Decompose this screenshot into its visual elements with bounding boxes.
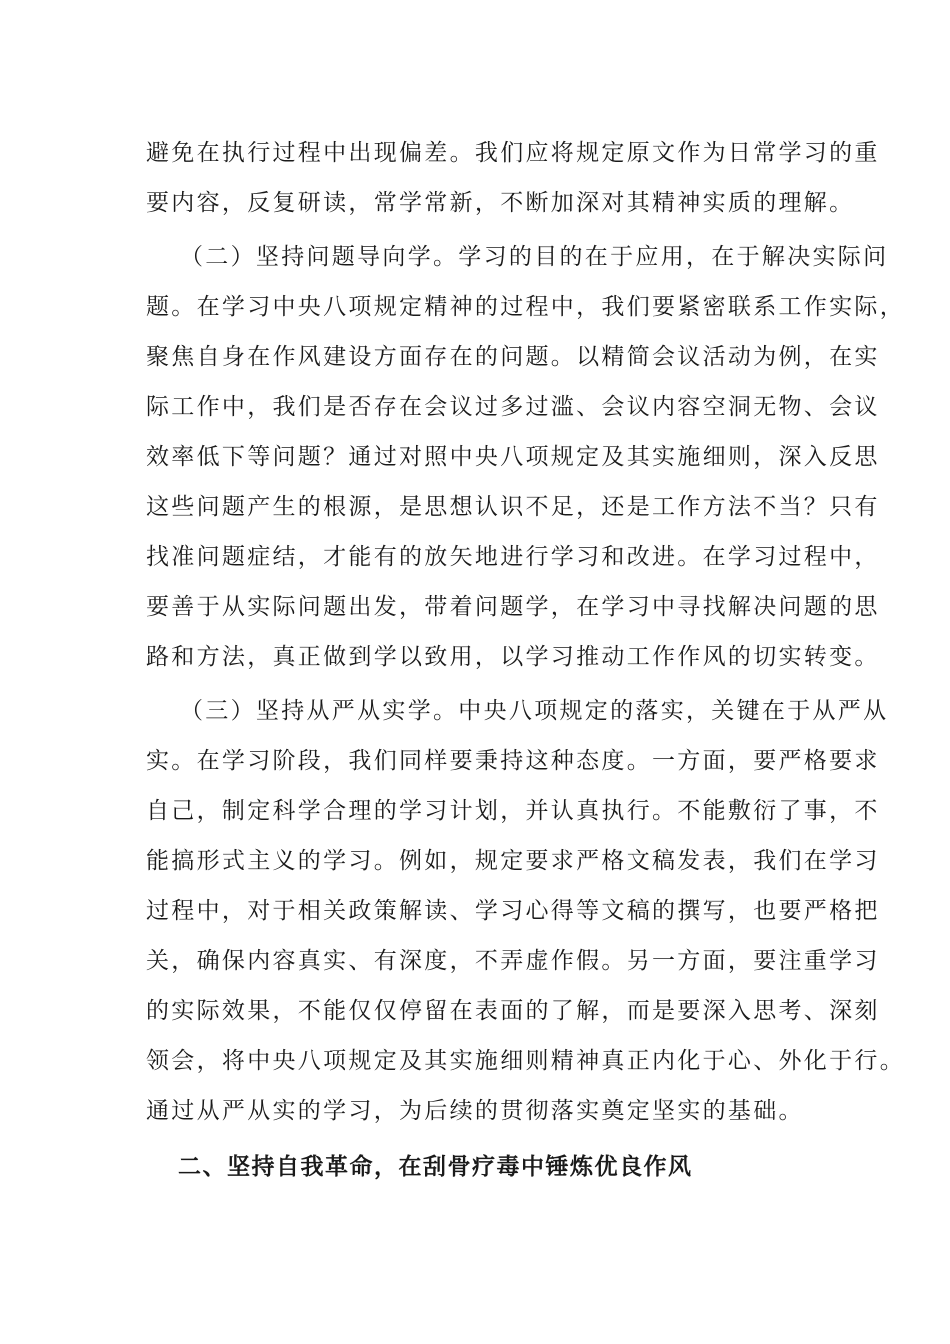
paragraph-line: 通过从严从实的学习，为后续的贯彻落实奠定坚实的基础。 (146, 1098, 804, 1124)
paragraph-line: 际工作中，我们是否存在会议过多过滥、会议内容空洞无物、会议 (146, 394, 880, 420)
paragraph-line: 能搞形式主义的学习。例如，规定要求严格文稿发表，我们在学习 (146, 848, 880, 874)
paragraph-line: 找准问题症结，才能有的放矢地进行学习和改进。在学习过程中， (146, 544, 880, 570)
paragraph-line: 效率低下等问题？通过对照中央八项规定及其实施细则，深入反思 (146, 444, 880, 470)
paragraph-line: 要内容，反复研读，常学常新，不断加深对其精神实质的理解。 (146, 190, 855, 216)
section-heading: 二、坚持自我革命，在刮骨疗毒中锤炼优良作风 (178, 1154, 693, 1180)
paragraph-line: 题。在学习中央八项规定精神的过程中，我们要紧密联系工作实际， (146, 294, 905, 320)
paragraph-line: 这些问题产生的根源，是思想认识不足，还是工作方法不当？只有 (146, 494, 880, 520)
paragraph-line: 路和方法，真正做到学以致用，以学习推动工作作风的切实转变。 (146, 644, 880, 670)
paragraph-line: 的实际效果，不能仅仅停留在表面的了解，而是要深入思考、深刻 (146, 998, 880, 1024)
paragraph-line: （二）坚持问题导向学。学习的目的在于应用，在于解决实际问 (180, 244, 889, 270)
paragraph-line: 关，确保内容真实、有深度，不弄虚作假。另一方面，要注重学习 (146, 948, 880, 974)
paragraph-line: 聚焦自身在作风建设方面存在的问题。以精简会议活动为例，在实 (146, 344, 880, 370)
paragraph-line: 避免在执行过程中出现偏差。我们应将规定原文作为日常学习的重 (146, 140, 880, 166)
paragraph-line: 自己，制定科学合理的学习计划，并认真执行。不能敷衍了事，不 (146, 798, 880, 824)
paragraph-line: 要善于从实际问题出发，带着问题学，在学习中寻找解决问题的思 (146, 594, 880, 620)
paragraph-line: 实。在学习阶段，我们同样要秉持这种态度。一方面，要严格要求 (146, 748, 880, 774)
paragraph-line: 过程中，对于相关政策解读、学习心得等文稿的撰写，也要严格把 (146, 898, 880, 924)
paragraph-line: （三）坚持从严从实学。中央八项规定的落实，关键在于从严从 (180, 698, 889, 724)
paragraph-line: 领会，将中央八项规定及其实施细则精神真正内化于心、外化于行。 (146, 1048, 905, 1074)
